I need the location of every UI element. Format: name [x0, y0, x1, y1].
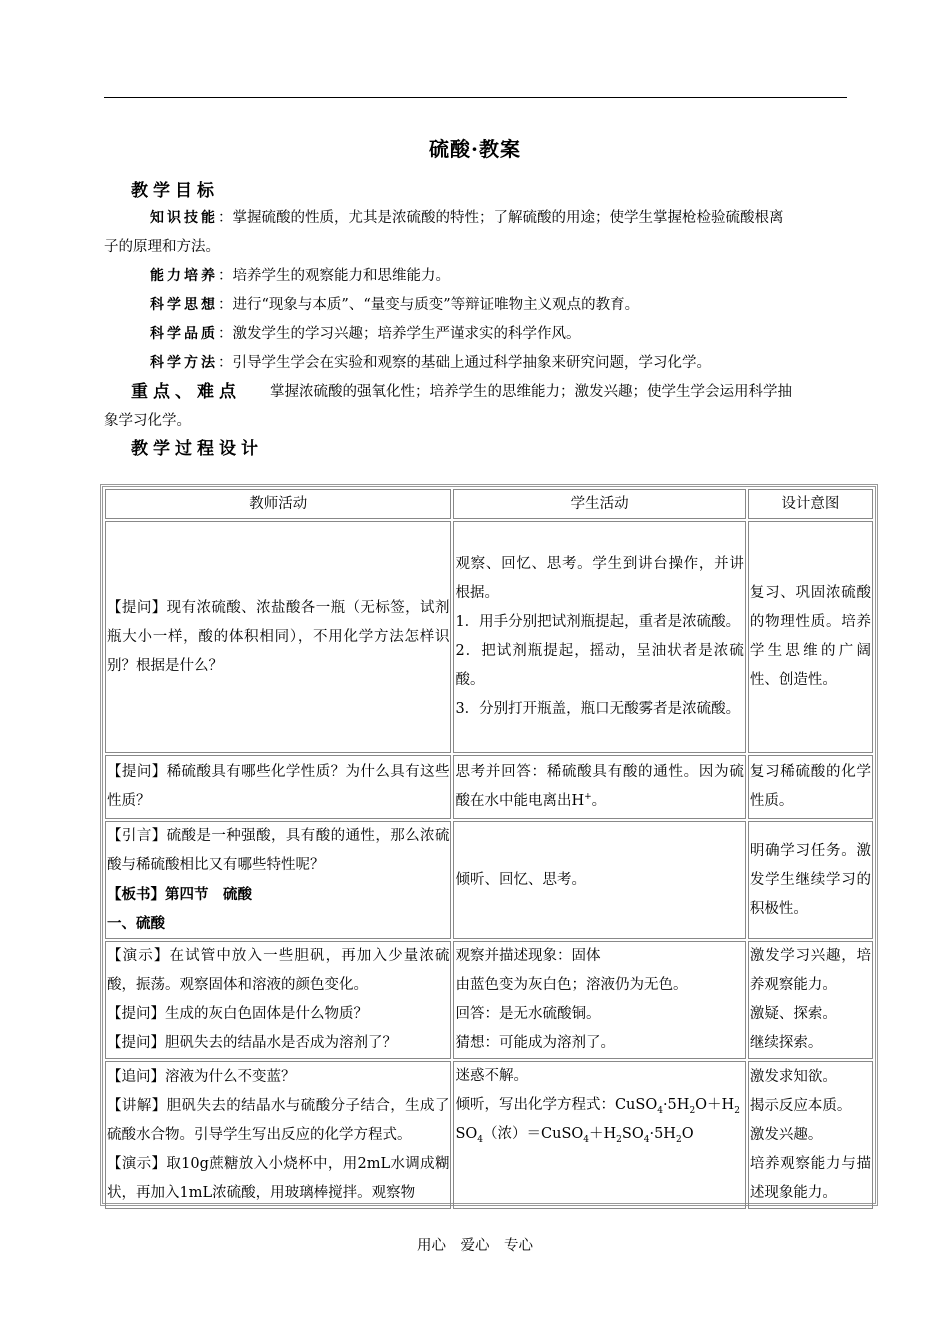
intent-cell: 复习、巩固浓硫酸的物理性质。培养学生思维的广阔性、创造性。: [748, 521, 873, 753]
teacher-cell: 【提问】现有浓硫酸、浓盐酸各一瓶（无标签，试剂瓶大小一样，酸的体积相同），不用化学方法怎样识别？根据是什么？: [105, 521, 451, 753]
page-title: 硫酸·教案: [429, 137, 521, 161]
objective-label: 科学思想: [150, 297, 218, 313]
student-cell: 观察、回忆、思考。学生到讲台操作，并讲根据。 1．用手分别把试剂瓶提起，重者是浓硫酸。 2．把试剂瓶提起，摇动，呈油状者是浓硫酸。 3．分别打开瓶盖，瓶口无酸雾者是浓硫酸。: [453, 521, 745, 753]
teacher-cell: 【提问】稀硫酸具有哪些化学性质？为什么具有这些性质？: [105, 755, 451, 819]
table-row: [105, 821, 873, 939]
table-row: [105, 521, 873, 753]
table-header-row: [105, 489, 873, 519]
table-row: [105, 941, 873, 1059]
teacher-cell: 【演示】在试管中放入一些胆矾，再加入少量浓硫酸，振荡。观察固体和溶液的颜色变化。 【提问】生成的灰白色固体是什么物质？ 【提问】胆矾失去的结晶水是否成为溶剂了？: [105, 941, 451, 1059]
objective-label: 能力培养: [150, 268, 218, 284]
intent-cell: 激发求知欲。 揭示反应本质。 激发兴趣。 培养观察能力与描述现象能力。: [748, 1061, 873, 1209]
intent-cell: 激发学习兴趣，培养观察能力。 激疑、探索。 继续探索。: [748, 941, 873, 1059]
header-student: 学生活动: [453, 489, 745, 519]
page-footer: 用心 爱心 专心: [417, 1238, 533, 1254]
student-cell: 倾听、回忆、思考。: [453, 821, 745, 939]
student-cell: 思考并回答：稀硫酸具有酸的通性。因为硫酸在水中能电离出H+。: [453, 755, 745, 819]
objective-thought: 科学思想：进行“现象与本质”、“量变与质变”等辩证唯物主义观点的教育。: [150, 297, 640, 313]
teacher-cell: 【追问】溶液为什么不变蓝？ 【讲解】胆矾失去的结晶水与硫酸分子结合，生成了硫酸水合物。引导学生写出反应的化学方程式。 【演示】取10g蔗糖放入小烧杯中，用2mL水调成糊状，再加入1mL浓硫酸，用玻璃棒搅拌。观察物: [105, 1061, 451, 1209]
key-points-text: 掌握浓硫酸的强氧化性；培养学生的思维能力；激发兴趣；使学生学会运用科学抽: [270, 384, 792, 400]
objective-quality: 科学品质：激发学生的学习兴趣；培养学生严谨求实的科学作风。: [150, 326, 581, 342]
intent-cell: 明确学习任务。激发学生继续学习的积极性。: [748, 821, 873, 939]
teacher-cell: 【引言】硫酸是一种强酸，具有酸的通性，那么浓硫酸与稀硫酸相比又有哪些特性呢？ 【板书】第四节 硫酸 一、硫酸: [105, 821, 451, 939]
objective-label: 知识技能: [150, 210, 218, 226]
chemical-equation: 倾听，写出化学方程式：$CuSO_4\cdot 5H_2O+H_2SO_4$（浓）$=CuSO_4+H_2SO_4\cdot 5H_2O$: [455, 1097, 740, 1145]
objective-knowledge-cont: 子的原理和方法。: [104, 239, 220, 255]
intent-cell: 复习稀硫酸的化学性质。: [748, 755, 873, 819]
key-points-heading: 重点、难点: [131, 382, 241, 402]
lesson-table: [100, 484, 878, 1206]
header-teacher: 教师活动: [105, 489, 451, 519]
table-row: [105, 755, 873, 819]
header-rule: [104, 97, 847, 98]
objective-method: 科学方法：引导学生学会在实验和观察的基础上通过科学抽象来研究问题，学习化学。: [150, 355, 711, 371]
key-points-text-cont: 象学习化学。: [104, 413, 191, 429]
objective-knowledge: 知识技能：掌握硫酸的性质，尤其是浓硫酸的特性；了解硫酸的用途；使学生掌握枪检验硫酸根离: [150, 210, 784, 226]
objective-label: 科学方法: [150, 355, 218, 371]
objective-label: 科学品质: [150, 326, 218, 342]
process-heading: 教学过程设计: [131, 439, 263, 459]
student-cell: 观察并描述现象：固体 由蓝色变为灰白色；溶液仍为无色。 回答：是无水硫酸铜。 猜想：可能成为溶剂了。: [453, 941, 745, 1059]
table-row: [105, 1061, 873, 1209]
objective-ability: 能力培养：培养学生的观察能力和思维能力。: [150, 268, 450, 284]
objectives-heading: 教学目标: [131, 181, 219, 201]
header-intent: 设计意图: [748, 489, 873, 519]
student-cell: 迷惑不解。 倾听，写出化学方程式：$CuSO_4\cdot 5H_2O+H_2SO_4$（浓）$=CuSO_4+H_2SO_4\cdot 5H_2O$: [453, 1061, 745, 1209]
